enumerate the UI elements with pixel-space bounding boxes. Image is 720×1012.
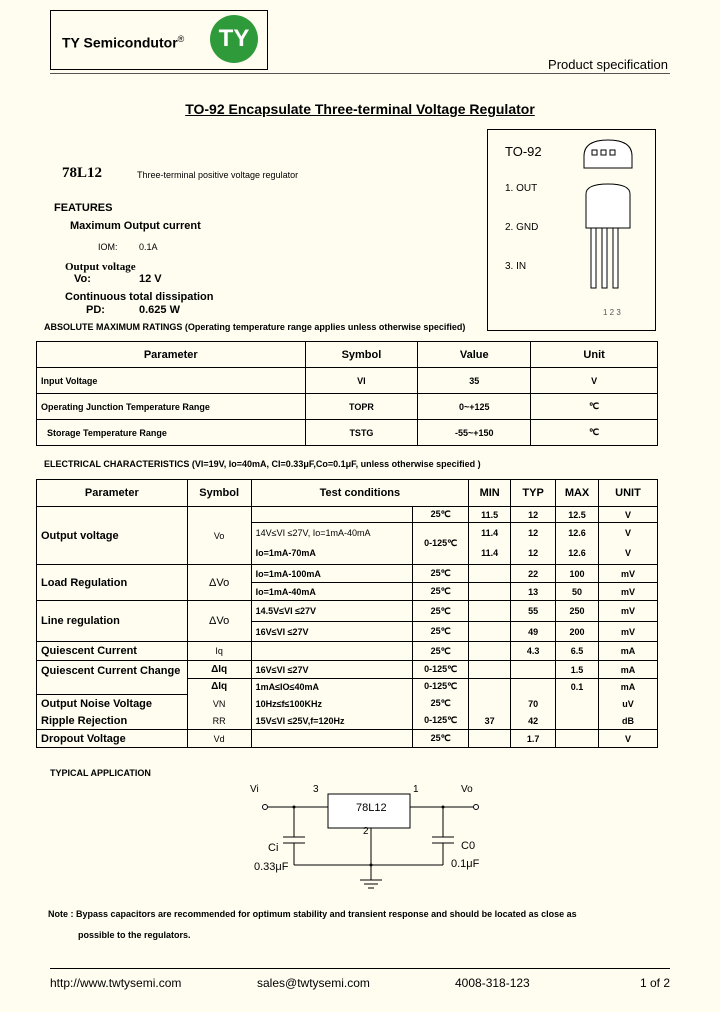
co-value: 0.1μF (451, 858, 480, 870)
vo-label: Vo: (74, 273, 91, 285)
col-header: UNIT (599, 480, 658, 507)
cell: Iq (187, 642, 251, 661)
footer-phone: 4008-318-123 (455, 976, 530, 990)
pin-gnd: 2. GND (505, 222, 539, 233)
abs-max-heading: ABSOLUTE MAXIMUM RATINGS (Operating temperature range applies unless otherwise specified) (44, 322, 466, 332)
cell (469, 695, 511, 713)
cell: ΔIq (187, 679, 251, 695)
cell: 0.1 (556, 679, 599, 695)
pd-label: PD: (86, 304, 105, 316)
table-header-row (37, 342, 658, 368)
cell: 16V≤VI ≤27V (251, 661, 413, 679)
cell: Vd (187, 730, 251, 748)
cell: Operating Junction Temperature Range (37, 394, 306, 420)
footer-email[interactable]: sales@twtysemi.com (257, 976, 370, 990)
cell: 4.3 (511, 642, 556, 661)
cell: mV (599, 601, 658, 622)
cell (556, 730, 599, 748)
cell (556, 695, 599, 713)
col-header: MAX (556, 480, 599, 507)
cell: 14.5V≤VI ≤27V (251, 601, 413, 622)
col-header: Value (418, 342, 531, 368)
cell: 25℃ (413, 565, 469, 583)
cell: 0-125℃ (413, 713, 469, 730)
cell: 16V≤VI ≤27V (251, 622, 413, 642)
cell: 25℃ (413, 642, 469, 661)
cell: ΔVo (187, 601, 251, 642)
page-title: TO-92 Encapsulate Three-terminal Voltage Regulator (185, 101, 535, 117)
ci-value: 0.33μF (254, 861, 289, 873)
cell: mV (599, 565, 658, 583)
col-header: Test conditions (251, 480, 469, 507)
cell: 6.5 (556, 642, 599, 661)
elec-table (36, 479, 658, 748)
max-output-label: Maximum Output current (70, 220, 201, 232)
cell: Ripple Rejection (37, 713, 188, 730)
cell (469, 679, 511, 695)
cell: 1.5 (556, 661, 599, 679)
note-line2: possible to the regulators. (78, 930, 191, 940)
cell (469, 730, 511, 748)
cell: 50 (556, 583, 599, 601)
cell: 35 (418, 368, 531, 394)
cell: 0-125℃ (413, 679, 469, 695)
cell: 42 (511, 713, 556, 730)
cell (469, 583, 511, 601)
pin3-label: 3 (313, 784, 319, 795)
cell: 1.7 (511, 730, 556, 748)
cell: 12 (511, 543, 556, 565)
iom-value: 0.1A (139, 242, 158, 252)
header-divider (50, 73, 670, 74)
cell: V (531, 368, 658, 394)
ci-label: Ci (268, 842, 279, 854)
cell: 25℃ (413, 583, 469, 601)
part-description: Three-terminal positive voltage regulator (137, 170, 299, 180)
table-header-row (37, 480, 658, 507)
table-row (37, 661, 658, 679)
cell: 12 (511, 523, 556, 543)
cell: ΔVo (187, 565, 251, 601)
cell: 70 (511, 695, 556, 713)
cell: 49 (511, 622, 556, 642)
cell: 0~+125 (418, 394, 531, 420)
to92-package-drawing (578, 136, 652, 326)
company-logo: TY (210, 15, 258, 63)
cell: TOPR (305, 394, 418, 420)
pin-in: 3. IN (505, 261, 527, 272)
cell: Storage Temperature Range (37, 420, 306, 446)
ic-label: 78L12 (356, 802, 387, 814)
footer-url[interactable]: http://www.twtysemi.com (50, 976, 182, 990)
cell: 100 (556, 565, 599, 583)
cell (556, 713, 599, 730)
pd-value: 0.625 W (139, 304, 180, 316)
elec-heading: ELECTRICAL CHARACTERISTICS (VI=19V, Io=40mA, CI=0.33μF,Co=0.1μF, unless otherwise specified ) (44, 459, 481, 469)
cell: uV (599, 695, 658, 713)
table-row (37, 642, 658, 661)
cell: 11.4 (469, 543, 511, 565)
cell: 15V≤VI ≤25V,f=120Hz (251, 713, 413, 730)
table-row (37, 601, 658, 622)
cell: 0-125℃ (413, 661, 469, 679)
application-circuit (240, 780, 500, 895)
cell: Output Noise Voltage (37, 695, 188, 713)
cell (469, 622, 511, 642)
cell: V (599, 507, 658, 523)
cell: V (599, 730, 658, 748)
table-row (37, 394, 658, 420)
cell: TSTG (305, 420, 418, 446)
cell: 25℃ (413, 601, 469, 622)
output-voltage-label: Output voltage (65, 261, 136, 273)
iom-label: IOM: (98, 242, 118, 252)
cell: 10Hz≤f≤100KHz (251, 695, 413, 713)
note-line1: Note : Bypass capacitors are recommended for optimum stability and transient response and should be located as close as (48, 909, 577, 919)
cell: 1mA≤IO≤40mA (251, 679, 413, 695)
cell (511, 661, 556, 679)
pin-numbers: 1 2 3 (603, 308, 621, 317)
cell: mV (599, 622, 658, 642)
cell: Vo (187, 507, 251, 565)
table-row (37, 730, 658, 748)
col-header: Symbol (305, 342, 418, 368)
cell: 11.5 (469, 507, 511, 523)
cell: 11.4 (469, 523, 511, 543)
cell: 25℃ (413, 695, 469, 713)
col-header: Unit (531, 342, 658, 368)
cell: 12 (511, 507, 556, 523)
cell: RR (187, 713, 251, 730)
table-row (37, 695, 658, 713)
cell: mA (599, 661, 658, 679)
package-box (487, 129, 656, 331)
company-name: TY Semicondutor® (62, 34, 185, 51)
col-header: Symbol (187, 480, 251, 507)
cell: 250 (556, 601, 599, 622)
vo-label-circuit: Vo (461, 784, 473, 795)
cell: 25℃ (413, 622, 469, 642)
cell (251, 730, 413, 748)
product-spec-label: Product specification (548, 57, 668, 72)
cell: Line regulation (37, 601, 188, 642)
cell: Load Regulation (37, 565, 188, 601)
cell: V (599, 523, 658, 543)
cell: Io=1mA-40mA (251, 583, 413, 601)
cell: Quiescent Current Change (37, 661, 188, 695)
cell: 12.5 (556, 507, 599, 523)
footer-divider (50, 968, 670, 969)
cell (469, 642, 511, 661)
cell: 25℃ (413, 507, 469, 523)
cell: Dropout Voltage (37, 730, 188, 748)
cell: VI (305, 368, 418, 394)
table-row (37, 565, 658, 583)
cell (469, 565, 511, 583)
cell: 22 (511, 565, 556, 583)
col-header: Parameter (37, 480, 188, 507)
cell: VN (187, 695, 251, 713)
cell: 14V≤VI ≤27V, Io=1mA-40mA (251, 523, 413, 543)
vi-label: Vi (250, 784, 259, 795)
page-number: 1 of 2 (640, 976, 671, 990)
cell (511, 679, 556, 695)
cell: V (599, 543, 658, 565)
table-row (37, 507, 658, 523)
cell: 37 (469, 713, 511, 730)
cell: -55~+150 (418, 420, 531, 446)
cell: 12.6 (556, 523, 599, 543)
pin1-label: 1 (413, 784, 419, 795)
cell: mA (599, 642, 658, 661)
cell: ΔIq (187, 661, 251, 679)
table-row (37, 713, 658, 730)
cell: Input Voltage (37, 368, 306, 394)
cell: Quiescent Current (37, 642, 188, 661)
col-header: TYP (511, 480, 556, 507)
dissipation-label: Continuous total dissipation (65, 291, 214, 303)
cell (251, 642, 413, 661)
cell: 200 (556, 622, 599, 642)
cell: Io=1mA-70mA (251, 543, 413, 565)
col-header: MIN (469, 480, 511, 507)
cell: 0-125℃ (413, 523, 469, 565)
features-heading: FEATURES (54, 202, 113, 214)
vo-value: 12 V (139, 273, 162, 285)
table-row (37, 420, 658, 446)
cell: dB (599, 713, 658, 730)
cell: 25℃ (413, 730, 469, 748)
cell: mV (599, 583, 658, 601)
abs-max-table (36, 341, 658, 446)
co-label: C0 (461, 840, 476, 852)
col-header: Parameter (37, 342, 306, 368)
cell: ℃ (531, 394, 658, 420)
cell: Io=1mA-100mA (251, 565, 413, 583)
cell (469, 601, 511, 622)
typical-app-heading: TYPICAL APPLICATION (50, 768, 151, 778)
part-number: 78L12 (62, 165, 103, 181)
table-row (37, 368, 658, 394)
cell: ℃ (531, 420, 658, 446)
cell (469, 661, 511, 679)
cell: 55 (511, 601, 556, 622)
cell: Output voltage (37, 507, 188, 565)
cell: mA (599, 679, 658, 695)
cell: 12.6 (556, 543, 599, 565)
pin2-label: 2 (363, 826, 369, 837)
package-name: TO-92 (505, 144, 542, 159)
pin-out: 1. OUT (505, 183, 538, 194)
cell (251, 507, 413, 523)
cell: 13 (511, 583, 556, 601)
